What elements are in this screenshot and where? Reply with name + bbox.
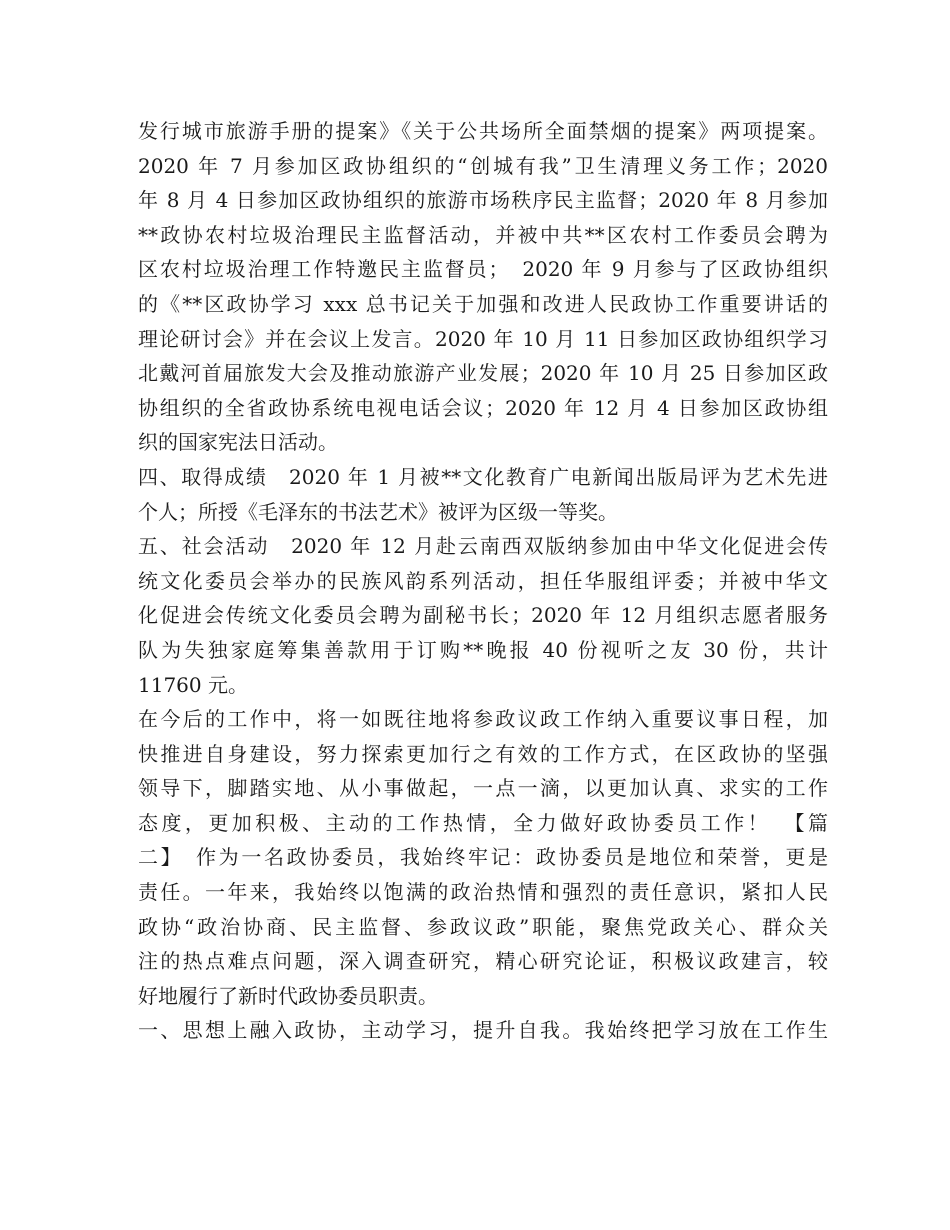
text-line: 2020 年 7 月参加区政协组织的“创城有我”卫生清理义务工作；2020 <box>138 153 828 178</box>
text-line: 责任。一年来，我始终以饱满的政治热情和强烈的责任意识，紧扣人民 <box>138 880 828 905</box>
text-line: 好地履行了新时代政协委员职责。 <box>138 983 438 1008</box>
text-line: 四、取得成绩 2020 年 1 月被**文化教育广电新闻出版局评为艺术先进 <box>138 464 828 489</box>
text-line: 北戴河首届旅发大会及推动旅游产业发展；2020 年 10 月 25 日参加区政 <box>138 361 828 386</box>
text-line: 统文化委员会举办的民族风韵系列活动，担任华服组评委；并被中华文 <box>138 568 828 593</box>
text-line: 注的热点难点问题，深入调查研究，精心研究论证，积极议政建言，较 <box>138 949 828 974</box>
text-line: 领导下，脚踏实地、从小事做起，一点一滴，以更加认真、求实的工作 <box>138 776 828 801</box>
text-line: **政协农村垃圾治理民主监督活动，并被中共**区农村工作委员会聘为 <box>138 222 828 247</box>
text-line: 态度，更加积极、主动的工作热情，全力做好政协委员工作！ 【篇 <box>138 810 828 835</box>
text-line: 五、社会活动 2020 年 12 月赴云南西双版纳参加由中华文化促进会传 <box>138 534 828 559</box>
text-line: 的《**区政协学习 xxx 总书记关于加强和改进人民政协工作重要讲话的 <box>138 291 828 316</box>
paragraph-outlook <box>138 702 828 1013</box>
text-line: 区农村垃圾治理工作特邀民主监督员； 2020 年 9 月参与了区政协组织 <box>138 257 828 282</box>
text-line: 理论研讨会》并在会议上发言。2020 年 10 月 11 日参加区政协组织学习 <box>138 326 828 351</box>
text-line: 在今后的工作中，将一如既往地将参政议政工作纳入重要议事日程，加 <box>138 707 828 732</box>
text-line: 政协“政治协商、民主监督、参政议政”职能，聚焦党政关心、群众关 <box>138 914 828 939</box>
text-line: 队为失独家庭筹集善款用于订购**晚报 40 份视听之友 30 份，共计 <box>138 637 828 662</box>
text-line: 个人；所授《毛泽东的书法艺术》被评为区级一等奖。 <box>138 499 618 524</box>
text-line: 化促进会传统文化委员会聘为副秘书长；2020 年 12 月组织志愿者服务 <box>138 603 828 628</box>
text-line: 协组织的全省政协系统电视电话会议；2020 年 12 月 4 日参加区政协组 <box>138 395 828 420</box>
text-line: 发行城市旅游手册的提案》《关于公共场所全面禁烟的提案》两项提案。 <box>138 119 828 143</box>
paragraph-achievements <box>138 460 828 529</box>
text-line: 二】 作为一名政协委员，我始终牢记：政协委员是地位和荣誉，更是 <box>138 845 828 870</box>
document-page <box>138 114 828 1048</box>
text-line: 11760 元。 <box>138 672 248 697</box>
text-line: 年 8 月 4 日参加区政协组织的旅游市场秩序民主监督；2020 年 8 月参加 <box>138 188 828 213</box>
paragraph-social-activities <box>138 529 828 702</box>
text-line: 快推进自身建设，努力探索更加行之有效的工作方式，在区政协的坚强 <box>138 741 828 766</box>
text-line: 一、思想上融入政协，主动学习，提升自我。我始终把学习放在工作生 <box>138 1018 828 1043</box>
paragraph-section-one <box>138 1013 828 1048</box>
paragraph-activities <box>138 114 828 460</box>
text-line: 织的国家宪法日活动。 <box>138 430 338 455</box>
